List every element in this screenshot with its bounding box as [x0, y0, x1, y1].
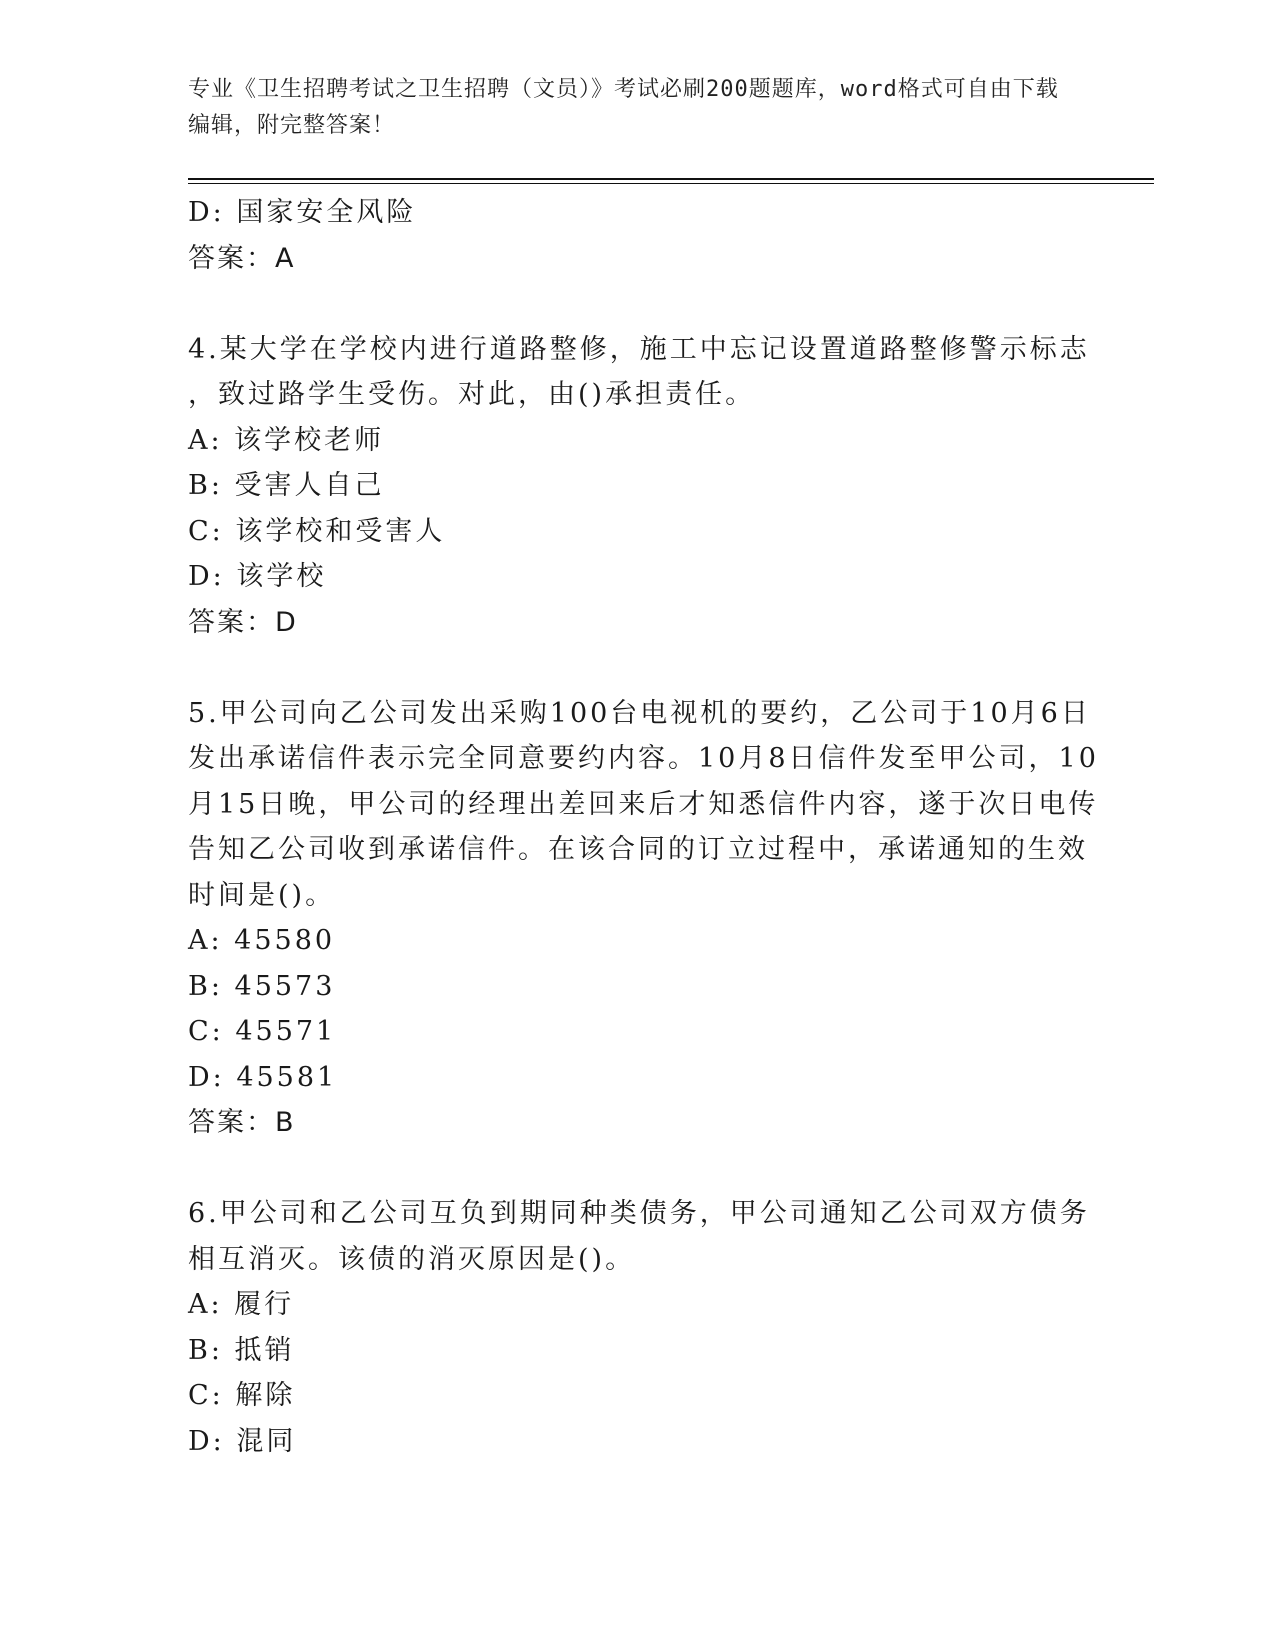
option-d: D: 混同 — [188, 1425, 297, 1457]
question-stem: ，致过路学生受伤。对此，由()承担责任。 — [188, 379, 756, 410]
question-stem: 5.甲公司向乙公司发出采购100台电视机的要约，乙公司于10月6日 — [188, 697, 1091, 729]
option-a: A: 该学校老师 — [188, 424, 385, 456]
question-stem: 6.甲公司和乙公司互负到期同种类债务，甲公司通知乙公司双方债务 — [188, 1198, 1090, 1229]
option-c: C: 45571 — [188, 1016, 337, 1047]
option-d: D: 该学校 — [188, 561, 327, 592]
spacer — [188, 645, 1068, 691]
question-content — [188, 190, 1099, 1464]
option-d: D: 45581 — [188, 1061, 338, 1093]
option-a: A: 45580 — [188, 925, 336, 956]
option-d: D: 国家安全风险 — [188, 197, 417, 228]
spacer — [188, 1146, 1068, 1192]
option-b: B: 受害人自己 — [188, 470, 385, 501]
option-b: B: 45573 — [188, 970, 336, 1002]
question-stem: 4.某大学在学校内进行道路整修，施工中忘记设置道路整修警示标志 — [188, 333, 1090, 365]
answer-line: 答案：D — [188, 606, 298, 638]
option-c: C: 解除 — [188, 1380, 296, 1411]
question-stem: 时间是()。 — [188, 879, 336, 911]
option-c: C: 该学校和受害人 — [188, 515, 446, 547]
question-stem: 发出承诺信件表示完全同意要约内容。10月8日信件发至甲公司，10 — [188, 743, 1099, 774]
spacer — [188, 281, 1068, 327]
question-stem: 相互消灭。该债的消灭原因是()。 — [188, 1243, 636, 1275]
question-stem: 月15日晚，甲公司的经理出差回来后才知悉信件内容，遂于次日电传 — [188, 788, 1099, 820]
header-rule-thin — [188, 183, 1154, 184]
header-rule-thick — [188, 178, 1154, 180]
question-stem: 告知乙公司收到承诺信件。在该合同的订立过程中，承诺通知的生效 — [188, 834, 1088, 865]
option-a: A: 履行 — [188, 1289, 295, 1320]
answer-line: 答案：B — [188, 1107, 296, 1138]
document-header: 专业《卫生招聘考试之卫生招聘（文员）》考试必刷200题题库，word格式可自由下载编辑，附完整答案！ — [188, 77, 1059, 138]
option-b: B: 抵销 — [188, 1334, 295, 1366]
answer-line: 答案：A — [188, 242, 296, 274]
